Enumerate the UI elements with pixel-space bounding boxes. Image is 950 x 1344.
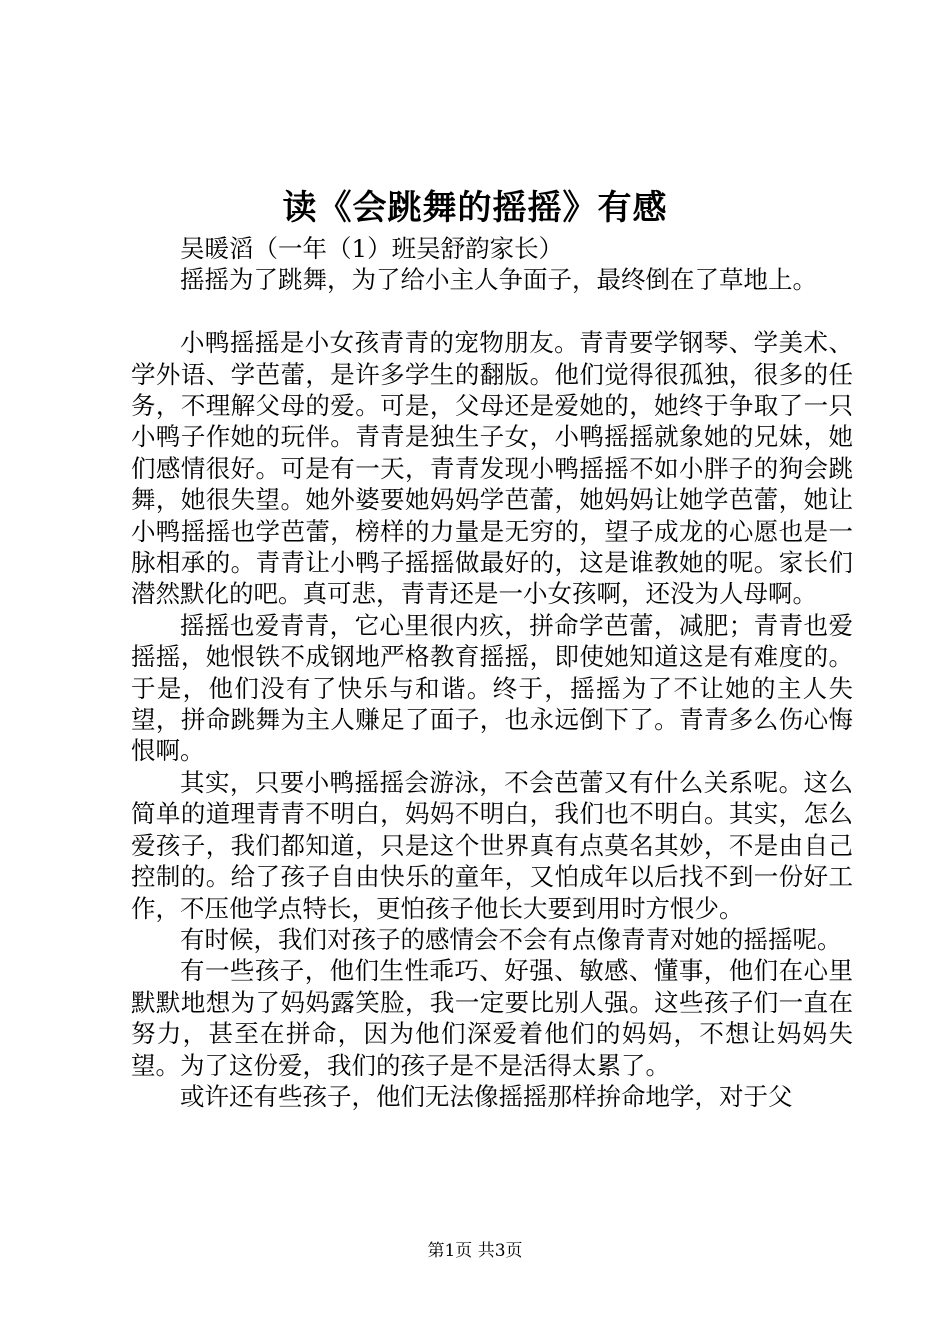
intro-paragraph: 摇摇为了跳舞，为了给小主人争面子，最终倒在了草地上。 — [180, 265, 817, 295]
paragraph-1: 小鸭摇摇是小女孩青青的宠物朋友。青青要学钢琴、学美术、学外语、学芭蕾，是许多学生的翻版。他们觉得很孤独，很多的任务，不理解父母的爱。可是，父母还是爱她的，她终于争取了一只小鸭子作她的玩伴。青青是独生子女，小鸭摇摇就象她的兄妹，她们感情很好。可是有一天，青青发现小鸭摇摇不如小胖子的狗会跳舞，她很失望。她外婆要她妈妈学芭蕾，她妈妈让她学芭蕾，她让小鸭摇摇也学芭蕾，榜样的力量是无穷的，望子成龙的心愿也是一脉相承的。青青让小鸭子摇摇做最好的，这是谁教她的呢。家长们潜然默化的吧。真可悲，青青还是一小女孩啊，还没为人母啊。 — [131, 328, 853, 609]
paragraph-5: 有一些孩子，他们生性乖巧、好强、敏感、懂事，他们在心里默默地想为了妈妈露笑脸，我一定要比别人强。这些孩子们一直在努力，甚至在拼命，因为他们深爱着他们的妈妈，不想让妈妈失望。为了这份爱，我们的孩子是不是活得太累了。 — [131, 956, 853, 1080]
author-line: 吴暖滔（一年（1）班吴舒韵家长） — [180, 234, 564, 263]
paragraph-3: 其实，只要小鸭摇摇会游泳，不会芭蕾又有什么关系呢。这么简单的道理青青不明白，妈妈不明白，我们也不明白。其实，怎么爱孩子，我们都知道，只是这个世界真有点莫名其妙，不是由自己控制的。给了孩子自由快乐的童年，又怕成年以后找不到一份好工作，不压他学点特长，更怕孩子他长大要到用时方恨少。 — [131, 767, 853, 923]
paragraph-6: 或许还有些孩子，他们无法像摇摇那样拚命地学，对于父 — [180, 1081, 793, 1111]
paragraph-2: 摇摇也爱青青，它心里很内疚，拼命学芭蕾，减肥；青青也爱摇摇，她恨铁不成钢地严格教育摇摇，即使她知道这是有难度的。于是，他们没有了快乐与和谐。终于，摇摇为了不让她的主人失望，拼命跳舞为主人赚足了面子，也永远倒下了。青青多么伤心悔恨啊。 — [131, 610, 853, 766]
paragraph-4: 有时候，我们对孩子的感情会不会有点像青青对她的摇摇呢。 — [180, 924, 842, 954]
document-body — [131, 233, 853, 1112]
page-footer: 第1页 共3页 — [427, 1241, 523, 1261]
document-title: 读《会跳舞的摇摇》有感 — [282, 188, 668, 228]
